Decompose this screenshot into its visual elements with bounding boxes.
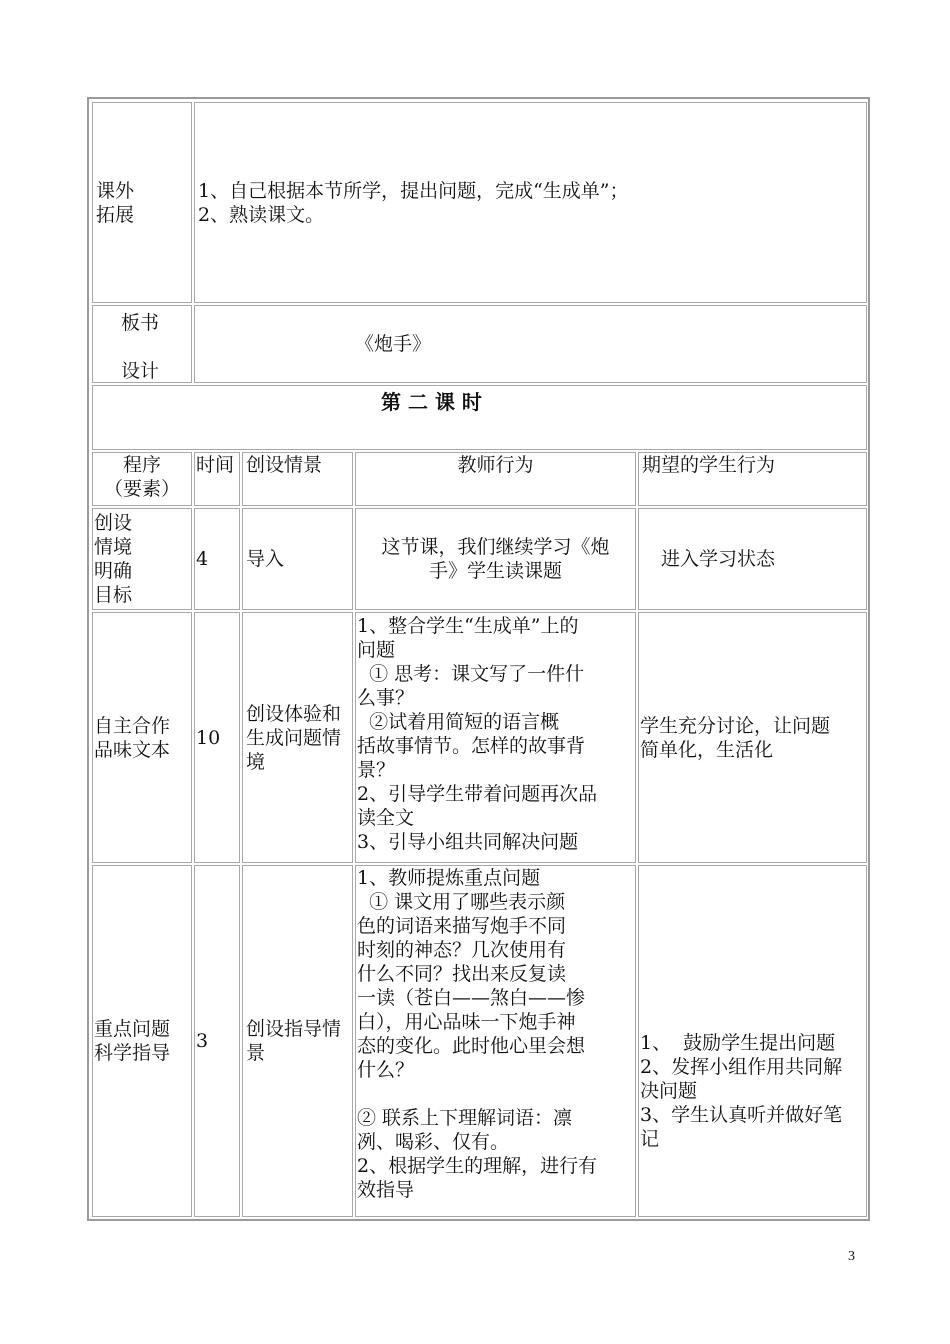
row2-teacher-line: 读全文 (357, 807, 415, 829)
row3-teacher-line: 2、根据学生的理解，进行有 (357, 1155, 598, 1177)
row3-procedure-line: 重点问题 (94, 1018, 171, 1040)
lesson-title-cell (92, 385, 867, 450)
row3-scenario-cell (242, 865, 353, 1217)
row2-teacher-line: 括故事情节。怎样的故事背 (357, 735, 586, 757)
extension-label-line: 拓展 (96, 203, 135, 226)
row1-time-cell (194, 508, 240, 610)
row2-teacher-line: 么事？ (357, 687, 415, 709)
header-teacher: 教师行为 (457, 454, 534, 476)
lesson-title: 第 二 课 时 (381, 390, 482, 414)
header-teacher-cell (355, 452, 636, 506)
board-content-text: 《炮手》 (355, 333, 432, 355)
row2-scenario-line: 创设体验和 (246, 702, 342, 725)
board-label-bottom: 设计 (121, 360, 160, 382)
board-label-cell (92, 305, 192, 383)
extension-label-cell (92, 102, 192, 303)
row3-teacher-line: 色的词语来描写炮手不同 (357, 915, 567, 937)
row3-teacher-line: 白），用心品味一下炮手神 (357, 1011, 576, 1033)
row1-student-line: 进入学习状态 (661, 548, 776, 570)
row1-student-cell (638, 508, 867, 610)
row2-student-line: 学生充分讨论，让问题 (640, 714, 831, 737)
row2-teacher-line: 1、整合学生“生成单”上的 (357, 615, 579, 637)
row1-procedure-line: 情境 (94, 536, 133, 558)
row2-student-line: 简单化，生活化 (640, 738, 774, 761)
header-procedure-line: （要素） (103, 478, 180, 500)
row3-teacher-cell (355, 865, 636, 1217)
extension-content-line: 1、自己根据本节所学，提出问题，完成“生成单”； (198, 179, 629, 202)
row2-procedure-line: 自主合作 (94, 714, 171, 737)
row1-teacher-line: 这节课，我们继续学习《炮 (381, 536, 610, 558)
row3-procedure-cell (92, 865, 192, 1217)
row2-time-cell (194, 612, 240, 863)
row3-time-cell (194, 865, 240, 1217)
header-time-cell (194, 452, 240, 506)
row2-teacher-line: 2、引导学生带着问题再次品 (357, 783, 598, 805)
extension-content-line: 2、熟读课文。 (198, 203, 325, 226)
row2-teacher-line: ① 思考：课文写了一件什 (357, 663, 585, 685)
lesson-plan-table (87, 97, 870, 1221)
row3-student-line: 决问题 (640, 1080, 698, 1102)
row3-teacher-line: 1、教师提炼重点问题 (357, 867, 541, 889)
row3-student-line: 2、发挥小组作用共同解 (640, 1056, 843, 1078)
row3-teacher-line: 一读（苍白——煞白——惨 (357, 987, 586, 1009)
board-label-top: 板书 (121, 312, 160, 334)
row3-teacher-line: ① 课文用了哪些表示颜 (357, 891, 566, 913)
header-scenario-cell (242, 452, 353, 506)
row3-teacher-line: ② 联系上下理解词语：凛 (357, 1107, 573, 1129)
row1-procedure-line: 目标 (94, 584, 133, 606)
row3-teacher-line: 什么不同？找出来反复读 (357, 963, 567, 985)
header-time: 时间 (196, 454, 235, 476)
row3-student-line: 记 (640, 1128, 660, 1150)
row3-student-line: 3、学生认真听并做好笔 (640, 1104, 843, 1126)
header-student-cell (638, 452, 867, 506)
header-procedure-cell (92, 452, 192, 506)
header-procedure-line: 程序 (122, 454, 161, 476)
row3-time: 3 (196, 1030, 209, 1052)
row3-teacher-line: 态的变化。此时他心里会想 (357, 1035, 586, 1057)
row1-procedure-cell (92, 508, 192, 610)
extension-label-line: 课外 (96, 179, 135, 202)
row2-teacher-line: 3、引导小组共同解决问题 (357, 831, 579, 853)
row3-student-line: 1、 鼓励学生提出问题 (640, 1032, 836, 1054)
row1-teacher-cell (355, 508, 636, 610)
row2-procedure-cell (92, 612, 192, 863)
row3-scenario-line: 创设指导情 (246, 1018, 342, 1040)
header-student: 期望的学生行为 (642, 454, 776, 476)
row1-procedure-line: 创设 (94, 512, 133, 534)
row3-teacher-line: 效指导 (357, 1179, 415, 1201)
row3-teacher-line (357, 1082, 634, 1106)
row2-student-cell (638, 612, 867, 863)
row1-procedure-line: 明确 (94, 560, 133, 582)
row2-scenario-line: 生成问题情 (246, 726, 342, 749)
row3-scenario-line: 景 (246, 1042, 266, 1064)
row3-teacher-line: 什么？ (357, 1059, 415, 1081)
row2-teacher-cell (355, 612, 636, 863)
board-content-cell (194, 305, 867, 383)
header-scenario: 创设情景 (246, 454, 323, 476)
row2-scenario-line: 境 (246, 750, 266, 773)
row2-scenario-cell (242, 612, 353, 863)
row3-procedure-line: 科学指导 (94, 1042, 171, 1064)
row2-teacher-line: 景？ (357, 759, 396, 781)
page-number: 3 (848, 1249, 855, 1264)
row3-teacher-line: 时刻的神态？几次使用有 (357, 939, 567, 961)
row2-procedure-line: 品味文本 (94, 738, 171, 761)
row1-scenario: 导入 (246, 548, 285, 570)
extension-content-cell (194, 102, 867, 303)
row3-teacher-line: 冽、喝彩、仅有。 (357, 1131, 510, 1153)
row2-teacher-line: ②试着用简短的语言概 (357, 711, 560, 733)
row1-time: 4 (196, 548, 209, 570)
row2-teacher-line: 问题 (357, 639, 396, 661)
row3-student-cell (638, 865, 867, 1217)
row2-time: 10 (196, 726, 221, 749)
row1-scenario-cell (242, 508, 353, 610)
row1-teacher-line: 手》学生读课题 (428, 560, 562, 582)
